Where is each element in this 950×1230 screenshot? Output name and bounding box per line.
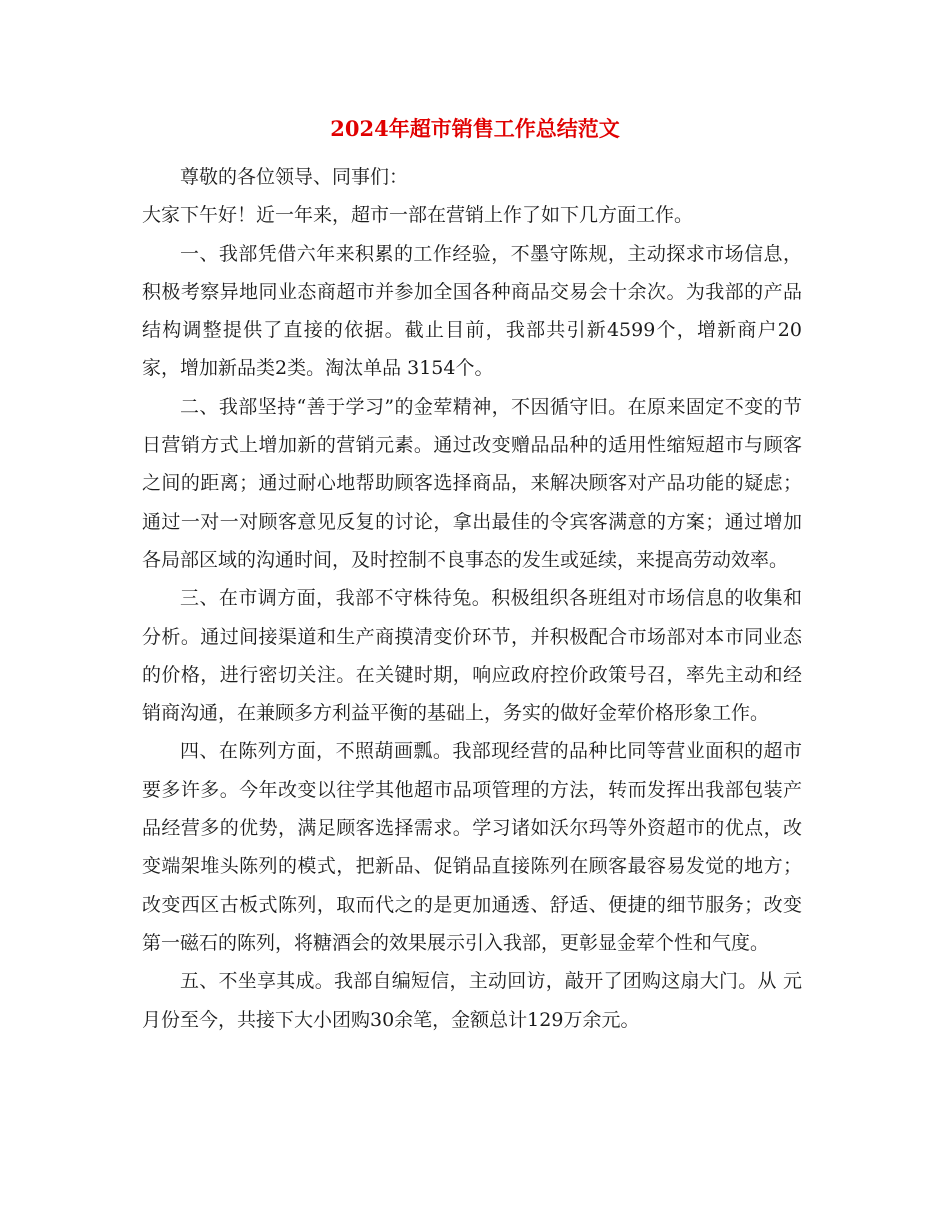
paragraph-section-1: 一、我部凭借六年来积累的工作经验，不墨守陈规，主动探求市场信息，积极考察异地同业态商超市并参加全国各种商品交易会十余次。为我部的产品结构调整提供了直接的依据。截止目前，我部共引新4599个，增新商户20家，增加新品类2类。淘汰单品 3154个。 [142, 242, 802, 380]
paragraph-section-5: 五、不坐享其成。我部自编短信，主动回访，敲开了团购这扇大门。从 元月份至今，共接下大小团购30余笔，金额总计129万余元。 [142, 970, 802, 1031]
paragraph-section-4: 四、在陈列方面，不照葫画瓢。我部现经营的品种比同等营业面积的超市要多许多。今年改变以往学其他超市品项管理的方法，转而发挥出我部包装产品经营多的优势，满足顾客选择需求。学习诸如沃尔玛等外资超市的优点，改变端架堆头陈列的模式，把新品、促销品直接陈列在顾客最容易发觉的地方；改变西区古板式陈列，取而代之的是更加通透、舒适、便捷的细节服务；改变第一磁石的陈列，将糖酒会的效果展示引入我部，更彰显金荤个性和气度。 [142, 740, 802, 954]
paragraph-section-3: 三、在市调方面，我部不守株待兔。积极组织各班组对市场信息的收集和分析。通过间接渠道和生产商摸清变价环节，并积极配合市场部对本市同业态的价格，进行密切关注。在关键时期，响应政府控价政策号召，率先主动和经销商沟通，在兼顾多方利益平衡的基础上，务实的做好金荤价格形象工作。 [142, 587, 802, 725]
paragraph-greeting: 尊敬的各位领导、同事们： [180, 166, 409, 188]
document-body [142, 158, 802, 1039]
paragraph-opening: 大家下午好！近一年来，超市一部在营销上作了如下几方面工作。 [142, 204, 694, 227]
paragraph-section-2: 二、我部坚持“善于学习”的金荤精神，不因循守旧。在原来固定不变的节日营销方式上增加新的营销元素。通过改变赠品品种的适用性缩短超市与顾客之间的距离；通过耐心地帮助顾客选择商品，来解决顾客对产品功能的疑虑；通过一对一对顾客意见反复的讨论，拿出最佳的令宾客满意的方案；通过增加各局部区域的沟通时间，及时控制不良事态的发生或延续，来提高劳动效率。 [142, 395, 802, 571]
document-title: 2024年超市销售工作总结范文 [330, 116, 620, 141]
